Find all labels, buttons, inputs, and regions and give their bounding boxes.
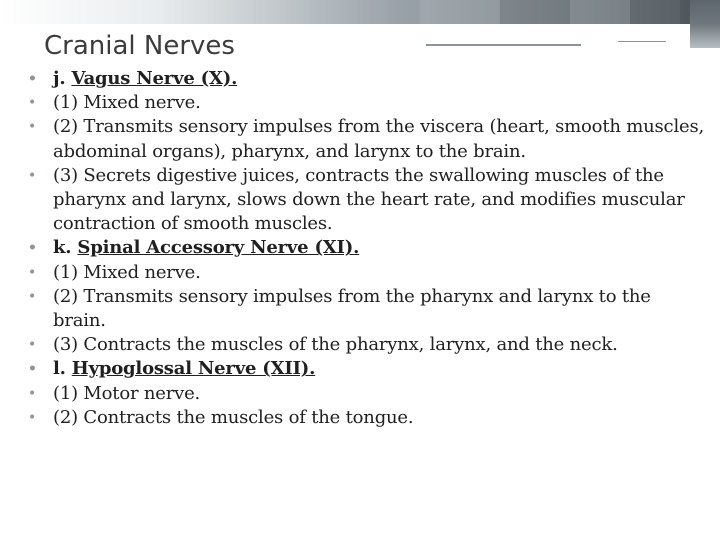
heading-letter: k. — [53, 237, 78, 259]
item-text: (1) Mixed nerve. — [53, 261, 201, 283]
bullet-list — [28, 67, 708, 430]
decorative-header-band — [0, 0, 720, 24]
bullet-marker: • — [28, 240, 37, 257]
item-text: (1) Mixed nerve. — [53, 92, 201, 114]
list-item — [28, 261, 708, 285]
slide-title: Cranial Nerves — [44, 31, 235, 61]
bullet-marker: • — [28, 361, 37, 378]
list-item — [28, 164, 708, 237]
nerve-heading-item — [28, 357, 708, 381]
bullet-marker: • — [28, 119, 37, 136]
nerve-name: Spinal Accessory Nerve (XI). — [77, 237, 360, 259]
header-tile — [570, 0, 630, 24]
list-item — [28, 333, 708, 357]
bullet-marker: • — [28, 167, 37, 184]
item-text: (3) Secrets digestive juices, contracts the swallowing muscles of the pharynx and larynx, slows down the heart rate, and modifies muscular contraction of smooth muscles. — [53, 164, 685, 235]
nerve-name: Vagus Nerve (X). — [71, 68, 238, 89]
bullet-marker: • — [28, 71, 37, 87]
list-item — [28, 115, 708, 163]
bullet-marker: • — [28, 409, 37, 426]
header-tile — [500, 0, 570, 24]
header-tile — [420, 0, 500, 24]
heading-letter: j. — [53, 68, 72, 89]
bullet-marker: • — [28, 385, 37, 402]
item-text: (2) Contracts the muscles of the tongue. — [53, 406, 414, 428]
list-item — [28, 91, 708, 115]
title-rule — [426, 44, 581, 46]
item-text: (3) Contracts the muscles of the pharynx, larynx, and the neck. — [53, 334, 618, 356]
item-text: (2) Transmits sensory impulses from the pharynx and larynx to the brain. — [53, 285, 651, 332]
list-item — [28, 285, 708, 333]
list-item — [28, 406, 708, 430]
title-rule-short — [618, 41, 666, 42]
bullet-marker: • — [28, 288, 37, 305]
heading-letter: l. — [53, 358, 72, 380]
item-text: (2) Transmits sensory impulses from the viscera (heart, smooth muscles, abdominal organs), pharynx, and larynx to the brain. — [53, 116, 705, 162]
nerve-heading-item — [28, 67, 708, 91]
nerve-name: Hypoglossal Nerve (XII). — [71, 358, 316, 380]
header-tile — [630, 0, 680, 24]
nerve-heading-item — [28, 236, 708, 260]
list-item — [28, 382, 708, 406]
bullet-marker: • — [28, 95, 37, 112]
bullet-marker: • — [28, 337, 37, 354]
bullet-marker: • — [28, 264, 37, 281]
item-text: (1) Motor nerve. — [53, 382, 201, 404]
decorative-corner-block — [690, 0, 720, 48]
